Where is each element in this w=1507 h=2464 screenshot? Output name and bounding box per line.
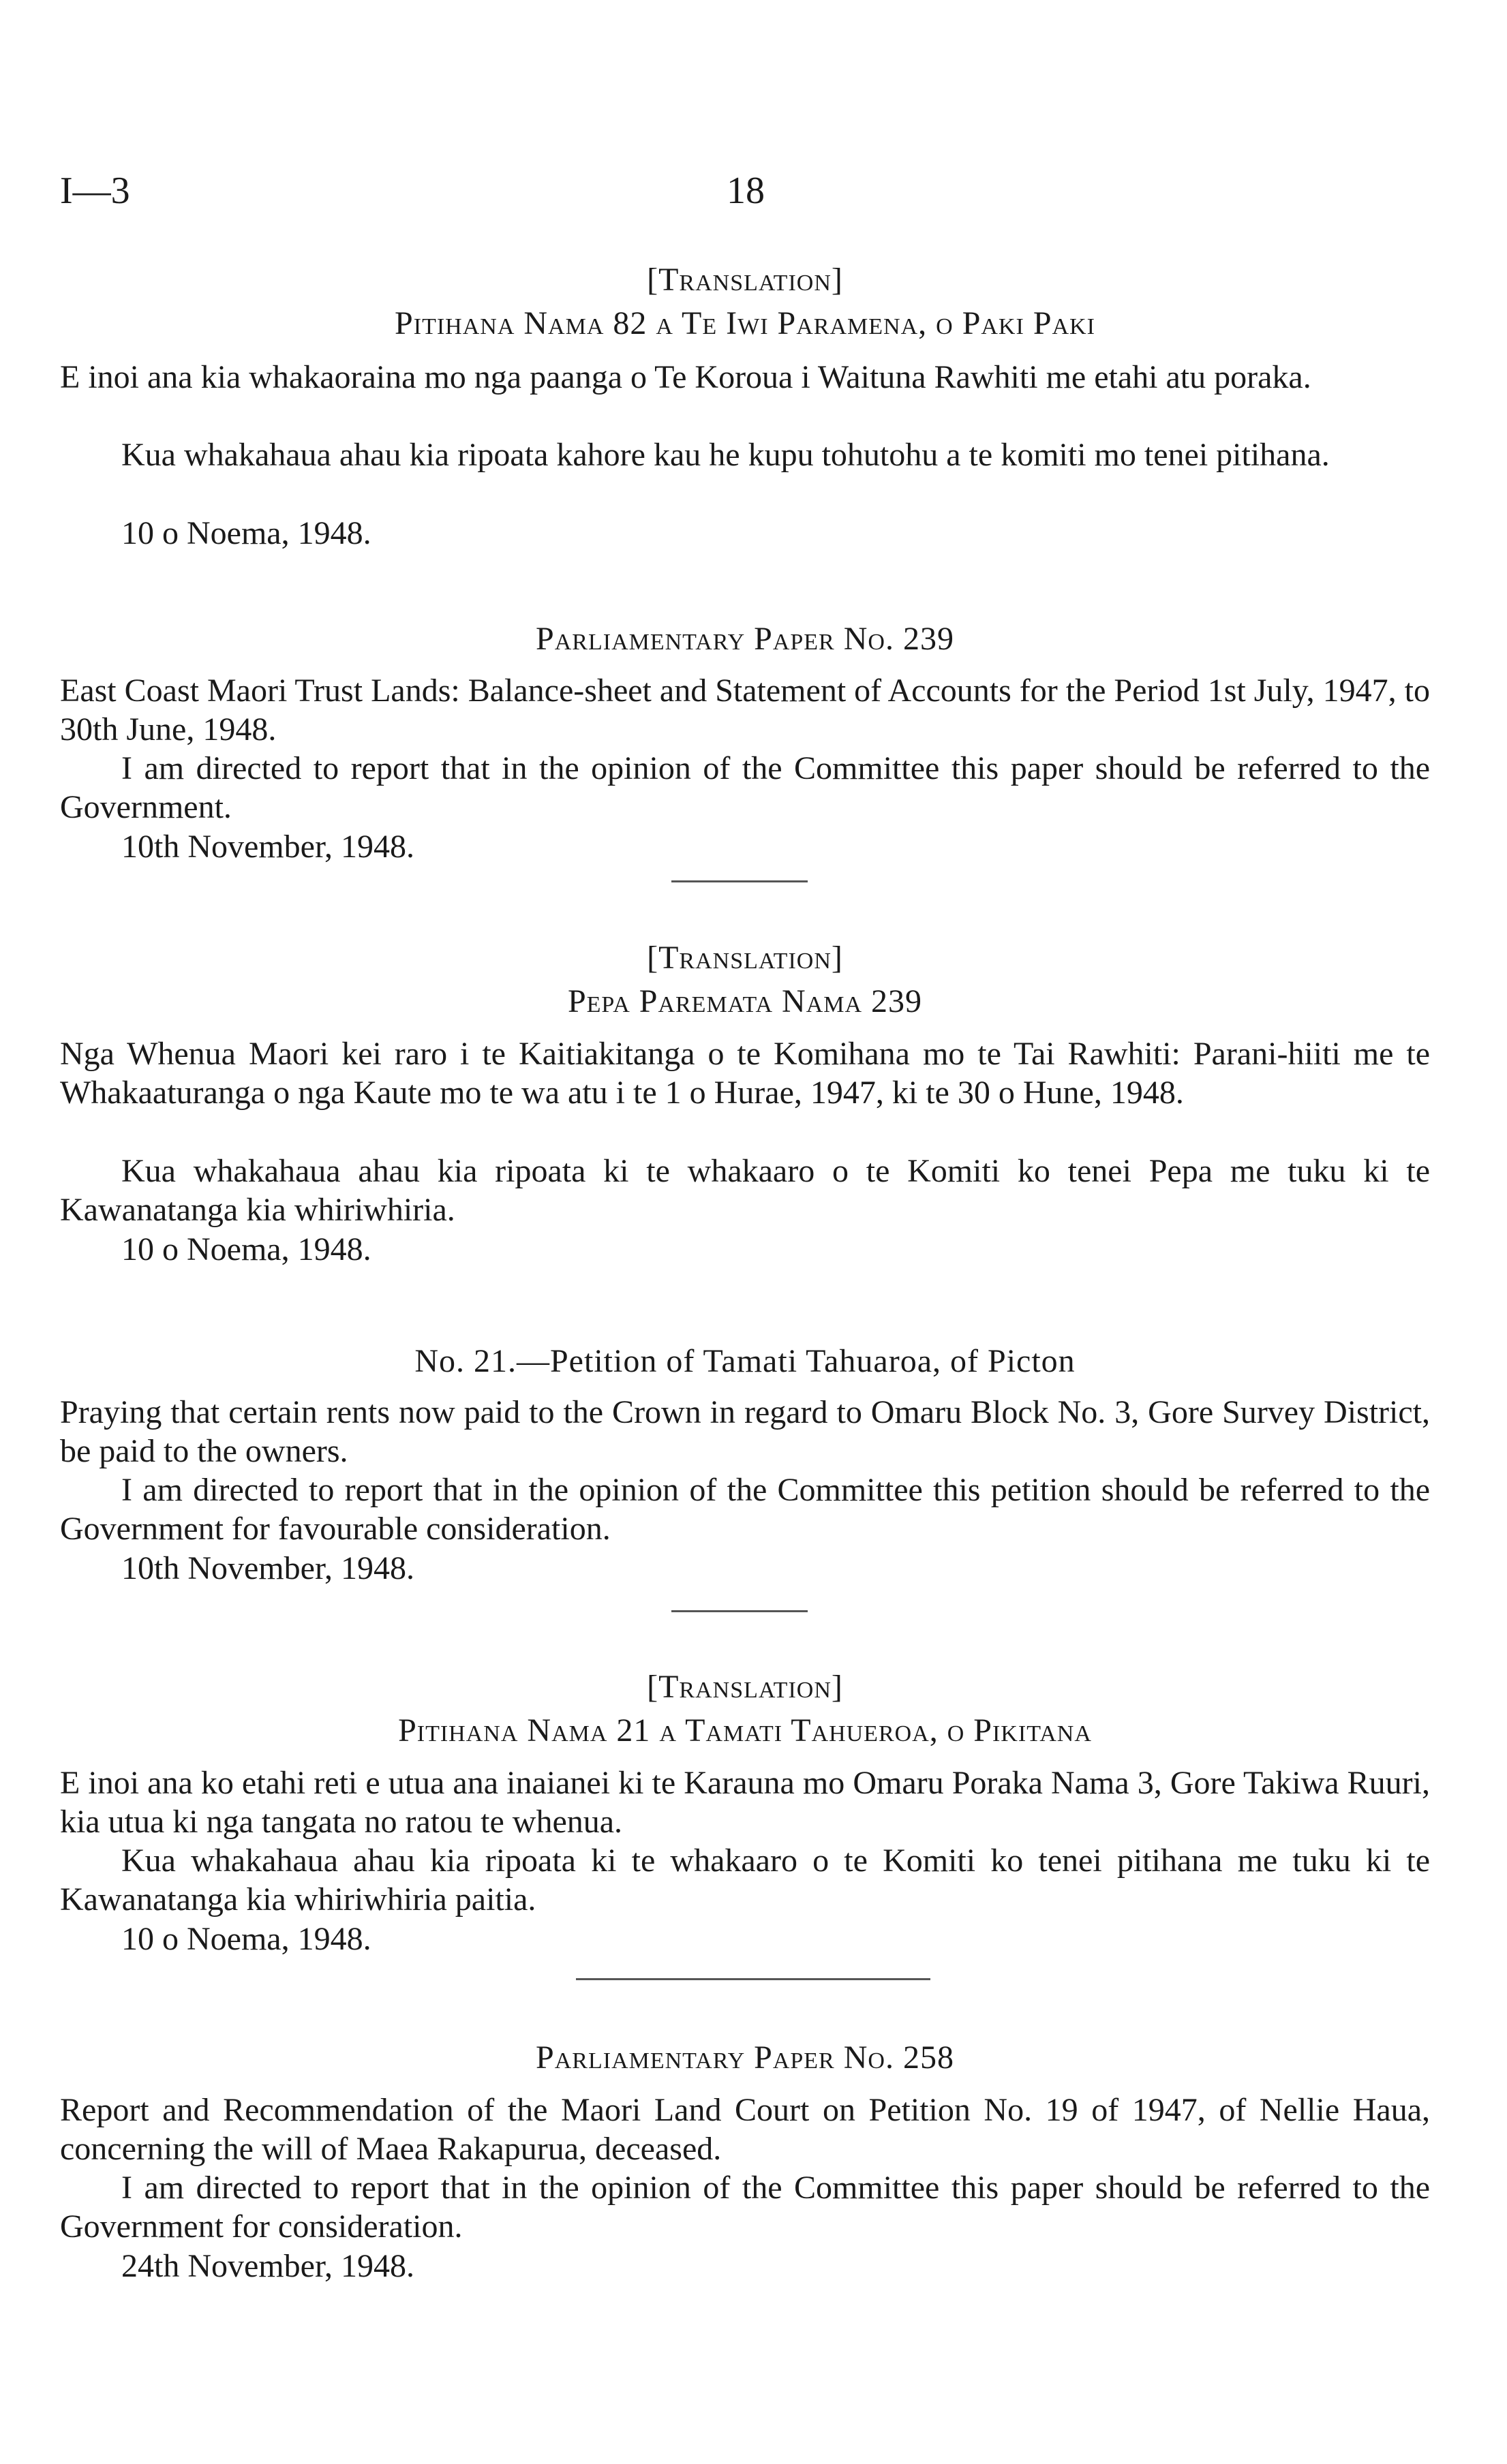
section-title: Parliamentary Paper No. 258 — [536, 2039, 954, 2076]
translation-label: [Translation] — [647, 1669, 843, 1705]
section-date: 10 o Noema, 1948. — [121, 1231, 371, 1267]
section-date: 10 o Noema, 1948. — [121, 515, 371, 551]
section-direction: I am directed to report that in the opinion of the Committee this petition should be referred to the Government for favourable consideration. — [60, 1472, 1430, 1547]
translation-label: [Translation] — [647, 940, 843, 976]
section-divider — [576, 1978, 930, 1980]
section-date: 24th November, 1948. — [121, 2248, 415, 2284]
section-title: Parliamentary Paper No. 239 — [536, 621, 954, 657]
page-number: 18 — [727, 170, 765, 212]
section-direction: I am directed to report that in the opinion of the Committee this paper should be referred to the Government for consideration. — [60, 2170, 1430, 2245]
section-title: No. 21.—Petition of Tamati Tahuaroa, of Picton — [414, 1343, 1076, 1379]
section-title: Pitihana Nama 21 a Tamati Tahueroa, o Pikitana — [398, 1712, 1092, 1749]
section-direction: Kua whakahaua ahau kia ripoata ki te whakaaro o te Komiti ko tenei pitihana me tuku ki te Kawanatanga kia whiriwhiria paitia. — [60, 1843, 1430, 1918]
section-body: E inoi ana kia whakaoraina mo nga paanga o Te Koroua i Waituna Rawhiti me etahi atu poraka. — [60, 359, 1311, 395]
section-divider — [671, 1610, 808, 1612]
translation-label: [Translation] — [647, 262, 843, 298]
section-title: Pitihana Nama 82 a Te Iwi Paramena, o Paki Paki — [395, 305, 1095, 341]
section-direction: Kua whakahaua ahau kia ripoata ki te whakaaro o te Komiti ko tenei Pepa me tuku ki te Kawanatanga kia whiriwhiria. — [60, 1153, 1430, 1228]
section-body: E inoi ana ko etahi reti e utua ana inaianei ki te Karauna mo Omaru Poraka Nama 3, Gore Takiwa Ruuri, kia utua ki nga tangata no ratou te whenua. — [60, 1765, 1430, 1840]
section-body: East Coast Maori Trust Lands: Balance-sheet and Statement of Accounts for the Period 1st July, 1947, to 30th June, 1948. — [60, 673, 1430, 748]
section-body: Praying that certain rents now paid to the Crown in regard to Omaru Block No. 3, Gore Survey District, be paid to the owners. — [60, 1394, 1430, 1469]
section-date: 10th November, 1948. — [121, 829, 415, 865]
section-body: Report and Recommendation of the Maori Land Court on Petition No. 19 of 1947, of Nellie Haua, concerning the will of Maea Rakapurua, deceased. — [60, 2092, 1430, 2167]
document-reference: I—3 — [60, 170, 130, 212]
section-direction: I am directed to report that in the opinion of the Committee this paper should be referred to the Government. — [60, 750, 1430, 825]
section-divider — [671, 880, 808, 882]
section-title: Pepa Paremata Nama 239 — [567, 983, 923, 1019]
section-direction: Kua whakahaua ahau kia ripoata kahore kau he kupu tohutohu a te komiti mo tenei pitihana. — [121, 437, 1330, 473]
section-date: 10th November, 1948. — [121, 1550, 415, 1586]
section-body: Nga Whenua Maori kei raro i te Kaitiakitanga o te Komihana mo te Tai Rawhiti: Parani-hiiti me te Whakaaturanga o nga Kaute mo te wa atu i te 1 o Hurae, 1947, ki te 30 o Hune, 1948. — [60, 1036, 1430, 1111]
section-date: 10 o Noema, 1948. — [121, 1921, 371, 1957]
